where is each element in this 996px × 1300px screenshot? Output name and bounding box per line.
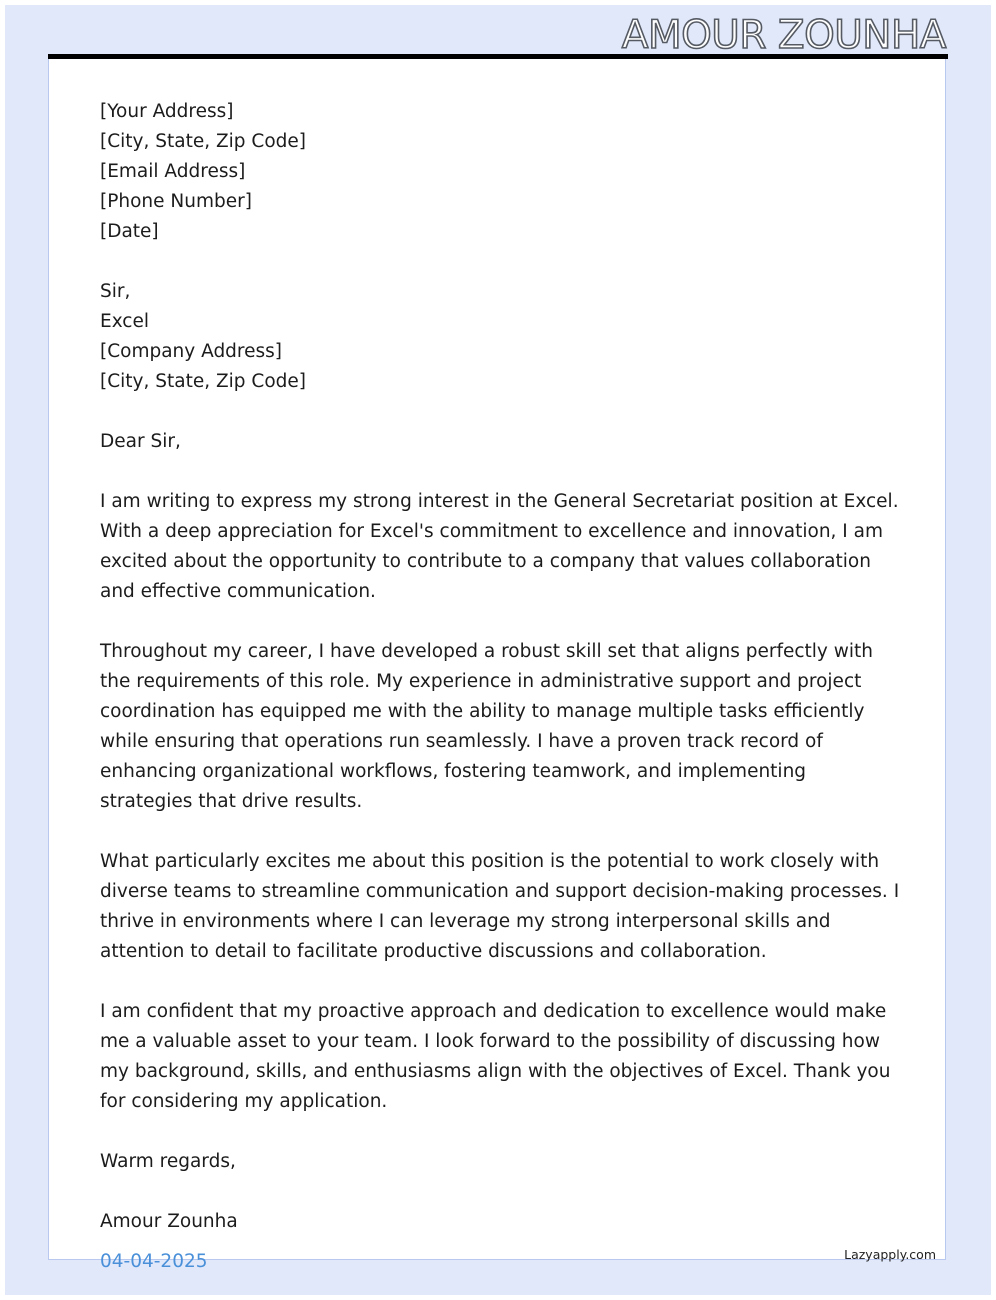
spacer [100,1117,900,1147]
spacer [100,607,900,637]
salutation: Dear Sir, [100,431,181,452]
footer-date: 04-04-2025 [100,1251,208,1272]
spacer [100,1177,900,1207]
body-paragraph-3: What particularly excites me about this position is the potential to work closely with diverse teams to streamline communication and support decision-making processes. I thrive in environments where I can leverage my strong interpersonal skills and attention to detail to facilitate productive discussions and collaboration. [100,851,900,962]
sender-phone: [Phone Number] [100,191,252,212]
sender-city-state-zip: [City, State, Zip Code] [100,131,306,152]
body-paragraph-4: I am confident that my proactive approach and dedication to excellence would make me a valuable asset to your team. I look forward to the possibility of discussing how my background, skills, and enthusiasms align with the objectives of Excel. Thank you for considering my application. [100,1001,891,1112]
spacer [100,967,900,997]
body-paragraph-1: I am writing to express my strong interest in the General Secretariat position at Excel. With a deep appreciation for Excel's commitment to excellence and innovation, I am excited about the opportunity to contribute to a company that values collaboration and effective communication. [100,491,899,602]
header-name: AMOUR ZOUNHA [621,13,946,58]
sender-address: [Your Address] [100,101,234,122]
recipient-name: Sir, [100,281,131,302]
recipient-city-state-zip: [City, State, Zip Code] [100,371,306,392]
footer-brand: Lazyapply.com [844,1247,936,1262]
body-paragraph-2: Throughout my career, I have developed a robust skill set that aligns perfectly with the requirements of this role. My experience in administrative support and project coordination has equipped me with the ability to manage multiple tasks efficiently while ensuring that operations run seamlessly. I have a proven track record of enhancing organizational workflows, fostering teamwork, and implementing strategies that drive results. [100,641,873,812]
recipient-company-address: [Company Address] [100,341,283,362]
spacer [100,457,900,487]
closing: Warm regards, [100,1151,236,1172]
sender-date: [Date] [100,221,159,242]
sender-email: [Email Address] [100,161,246,182]
signature: Amour Zounha [100,1211,238,1232]
spacer [100,817,900,847]
recipient-company: Excel [100,311,150,332]
spacer [100,397,900,427]
spacer [100,247,900,277]
letter-body [100,97,900,1237]
